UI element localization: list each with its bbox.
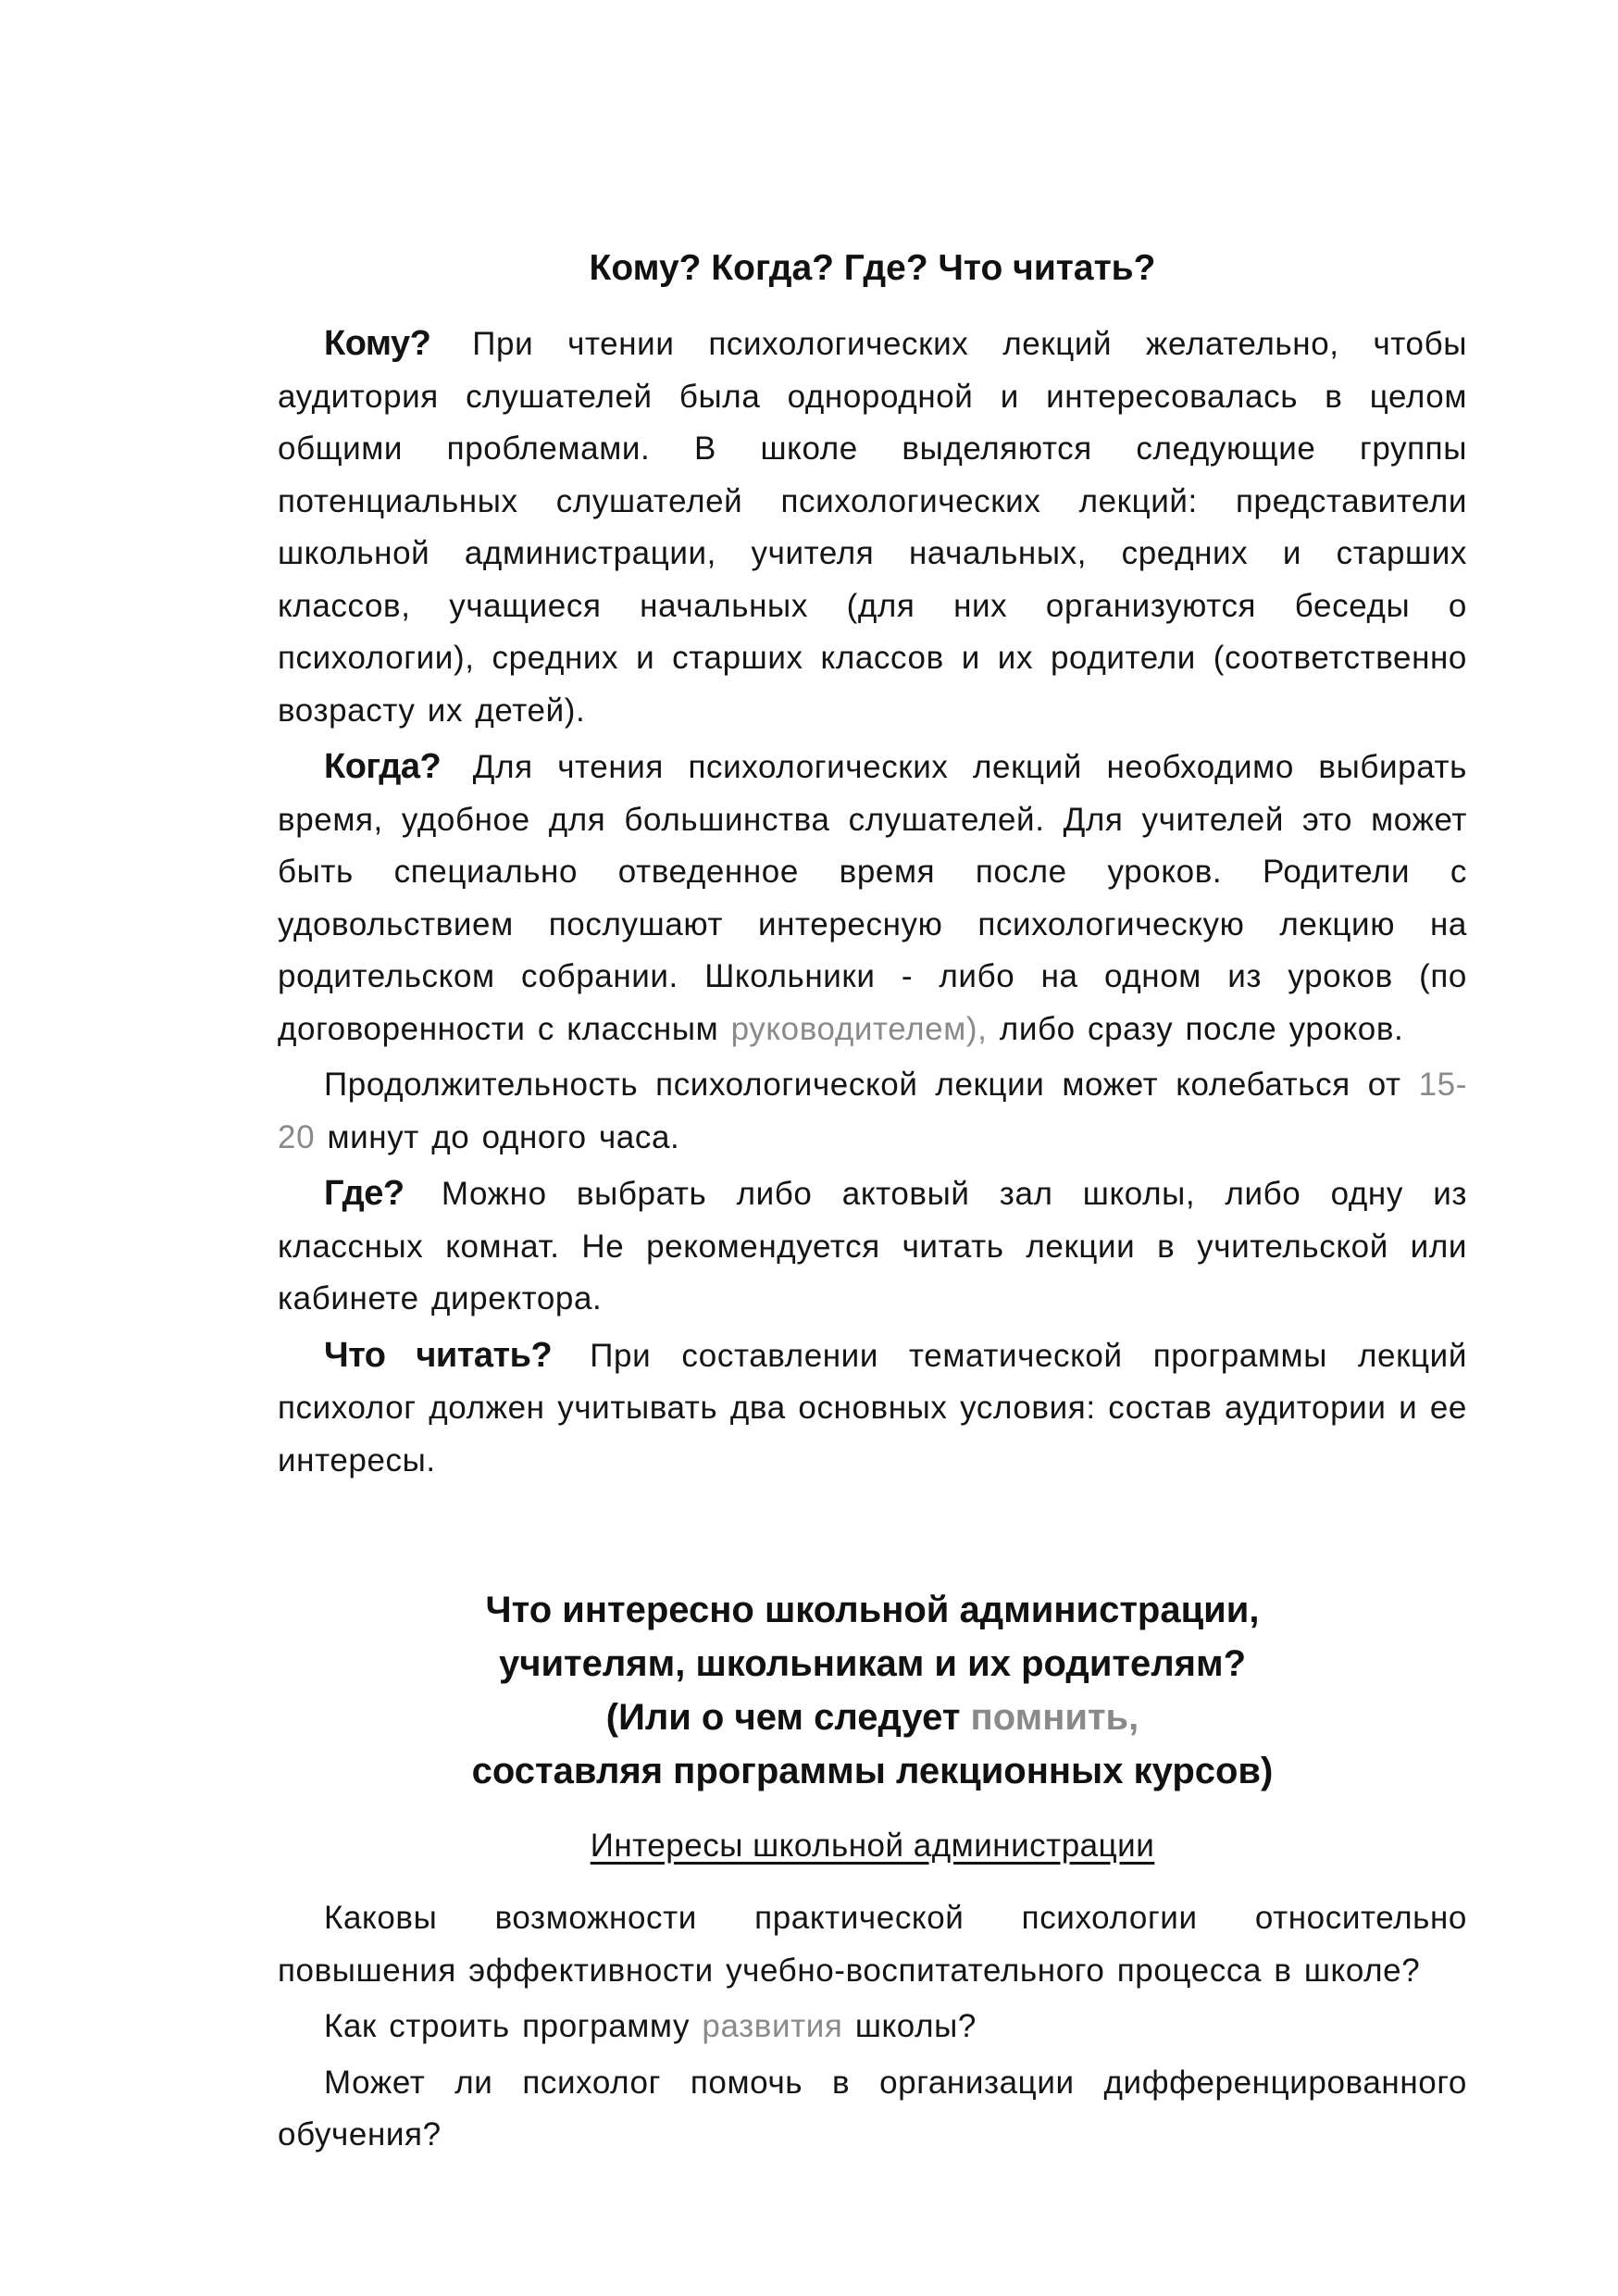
paragraph-duration-faint: 15-20 <box>278 1067 1467 1155</box>
paragraph-when <box>278 741 1467 1055</box>
section2-title-line3-a: (Или о чем следует <box>605 1697 961 1738</box>
section2-title-line3-faint: помнить, <box>970 1697 1139 1738</box>
paragraph-where <box>278 1167 1467 1326</box>
section-title-who-when-where-what: Кому? Когда? Где? Что читать? <box>589 248 1156 288</box>
paragraph-whom <box>278 318 1467 737</box>
question-2-faint: развития <box>702 2008 843 2044</box>
lead-when: Когда? <box>324 747 442 786</box>
question-3: Может ли психолог помочь в организации дифференцированного обучения? <box>278 2064 1467 2152</box>
question-1: Каковы возможности практической психологии относительно повышения эффективности учебно-воспитательного процесса в школе? <box>278 1900 1467 1989</box>
lead-what: Что читать? <box>324 1335 553 1375</box>
paragraph-when-text-b: либо сразу после уроков. <box>999 1010 1404 1047</box>
section-title-interests <box>278 1583 1467 1798</box>
question-2 <box>278 2001 1467 2053</box>
question-2-a: Как строить программу <box>324 2008 691 2044</box>
section2-title-line2: учителям, школьникам и их родителям? <box>498 1643 1247 1684</box>
paragraph-where-text: Можно выбрать либо актовый зал школы, либо одну из классных комнат. Не рекомендуется читать лекции в учительской или кабинете директора. <box>278 1176 1467 1316</box>
paragraph-what <box>278 1329 1467 1488</box>
paragraph-duration <box>278 1059 1467 1164</box>
question-2-b: школы? <box>854 2008 977 2044</box>
section2-title-line4: составляя программы лекционных курсов) <box>471 1751 1274 1791</box>
page-content <box>278 236 1467 2165</box>
subheading-admin-interests: Интересы школьной администрации <box>590 1828 1155 1864</box>
section2-title-line1: Что интересно школьной администрации, <box>485 1590 1260 1630</box>
paragraph-duration-text-a: Продолжительность психологической лекции может колебаться от <box>324 1067 1401 1103</box>
paragraph-when-faint: руководителем), <box>730 1010 988 1047</box>
section-spacer <box>278 1491 1467 1583</box>
lead-whom: Кому? <box>324 324 431 363</box>
paragraph-duration-text-b: минут до одного часа. <box>327 1118 680 1155</box>
paragraph-what-text: При составлении тематической программы лекций психолог должен учитывать два основных условия: состав аудитории и ее интересы. <box>278 1337 1467 1479</box>
section2-title-line3 <box>278 1691 1467 1744</box>
lead-where: Где? <box>324 1174 404 1213</box>
paragraph-whom-text: При чтении психологических лекций желательно, чтобы аудитория слушателей была однородной и интересовалась в целом общими проблемами. В школе выделяются следующие группы потенциальных слушателей психологических лекций: представители школьной администрации, учителя начальных, средних и старших классов, учащиеся начальных (для них организуются беседы о психологии), средних и старших классов и их родители (соответственно возрасту их детей). <box>278 326 1468 729</box>
paragraph-when-text-a: Для чтения психологических лекций необходимо выбирать время, удобное для большинства слушателей. Для учителей это может быть специально отведенное время после уроков. Родители с удовольствием послушают интересную психологическую лекцию на родительском собрании. Школьники - либо на одном из уроков (по договоренности с классным <box>278 749 1467 1047</box>
